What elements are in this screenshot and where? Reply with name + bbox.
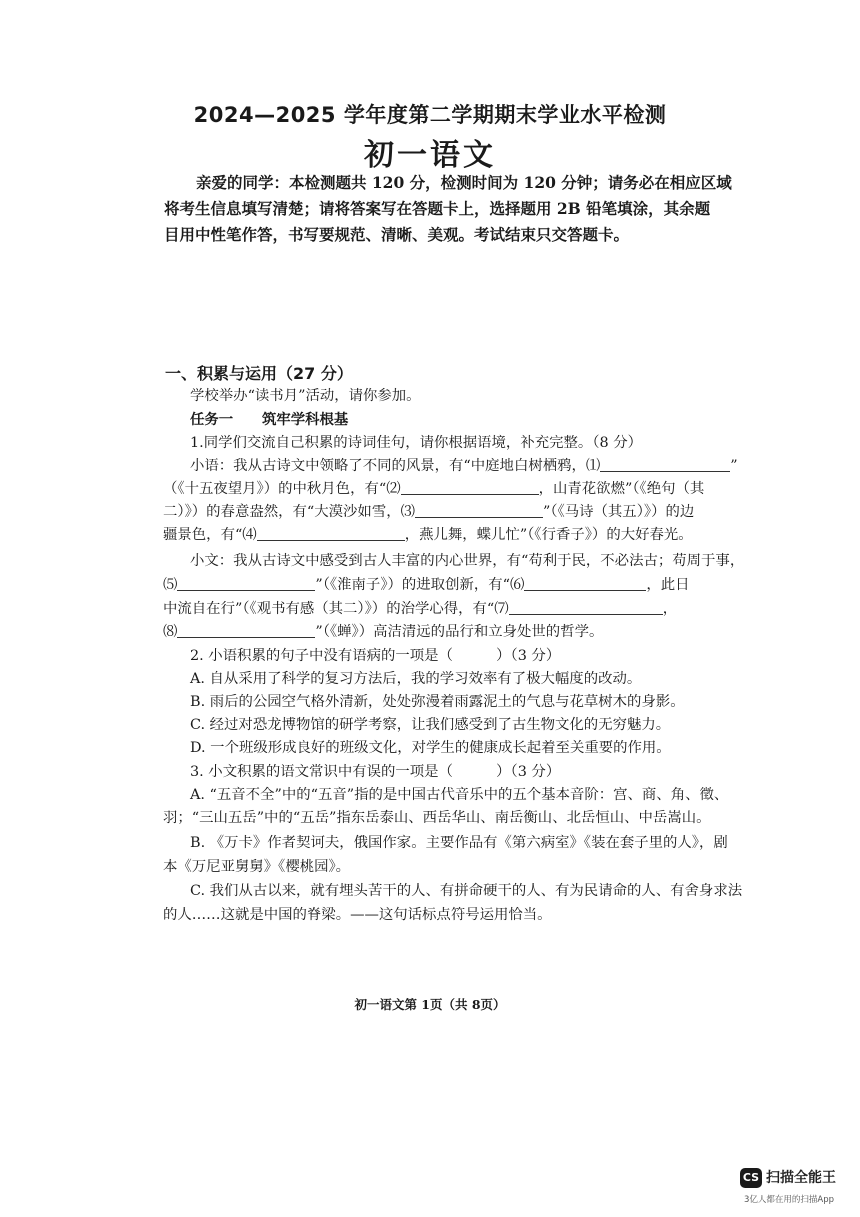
- answer-blank-2[interactable]: [401, 479, 539, 495]
- question-3-option-a-line-2: 羽；“三山五岳”中的“五岳”指东岳泰山、西岳华山、南岳衡山、北岳恒山、中岳嵩山。: [163, 810, 711, 826]
- instructions-line-2: 将考生信息填写清楚；请将答案写在答题卡上，选择题用 2B 铅笔填涂，其余题: [164, 199, 711, 218]
- exam-title: 2024—2025 学年度第二学期期末学业水平检测: [193, 103, 667, 127]
- exam-instructions: [164, 170, 740, 248]
- answer-blank-6[interactable]: [524, 575, 646, 591]
- question-3-stem: 3. 小文积累的语文常识中有误的一项是（ ）（3 分）: [190, 764, 561, 780]
- question-3-option-a-line-1: A. “五音不全”中的“五音”指的是中国古代音乐中的五个基本音阶：宫、商、角、徵、: [190, 787, 729, 803]
- q1-text: 疆景色，有“⑷: [163, 527, 257, 543]
- question-3-option-c-line-2: 的人……这就是中国的脊梁。——这句话标点符号运用恰当。: [163, 907, 552, 923]
- question-2-option-c: C. 经过对恐龙博物馆的研学考察，让我们感受到了古生物文化的无穷魅力。: [190, 717, 671, 733]
- q1-text: ”（《蝉》）高洁清远的品行和立身处世的哲学。: [315, 624, 604, 640]
- question-1-line-8: [163, 622, 603, 642]
- answer-blank-5[interactable]: [177, 575, 315, 591]
- activity-intro: 学校举办“读书月”活动，请你参加。: [190, 388, 421, 404]
- camscanner-logo-icon: CS: [740, 1168, 762, 1188]
- question-2-stem: 2. 小语积累的句子中没有语病的一项是（ ）（3 分）: [190, 648, 561, 664]
- instructions-line-1: 亲爱的同学：本检测题共 120 分，检测时间为 120 分钟；请务必在相应区域: [196, 173, 732, 192]
- question-3-option-b-line-2: 本《万尼亚舅舅》《樱桃园》。: [163, 859, 351, 875]
- watermark-tagline: 3亿人都在用的扫描App: [744, 1195, 835, 1205]
- q1-text: ，山青花欲燃”（《绝句（其: [538, 481, 705, 497]
- q1-text: 小语：我从古诗文中领略了不同的风景，有“中庭地白树栖鸦，⑴: [190, 458, 601, 474]
- question-2-option-a: A. 自从采用了科学的复习方法后，我的学习效率有了极大幅度的改动。: [190, 671, 642, 687]
- q1-text: ”: [730, 458, 738, 474]
- answer-blank-1[interactable]: [600, 456, 730, 472]
- answer-blank-3[interactable]: [415, 502, 543, 518]
- question-1-line-1: [190, 456, 738, 476]
- q1-text: ⑻: [163, 624, 178, 640]
- answer-blank-4[interactable]: [257, 525, 405, 541]
- question-1-line-4: [163, 525, 693, 545]
- question-1-line-3: [163, 502, 694, 522]
- answer-blank-8[interactable]: [177, 622, 315, 638]
- task-heading: 任务一 筑牢学科根基: [190, 411, 349, 428]
- question-1-stem: 1.同学们交流自己积累的诗词佳句，请你根据语境，补充完整。（8 分）: [190, 435, 642, 451]
- q1-text: 二）》）的春意盎然，有“大漠沙如雪，⑶: [163, 504, 415, 520]
- q1-text: （《十五夜望月》）的中秋月色，有“⑵: [163, 481, 401, 497]
- instructions-line-3: 目用中性笔作答，书写要规范、清晰、美观。考试结束只交答题卡。: [164, 225, 630, 244]
- question-1-line-2: [163, 479, 704, 499]
- watermark-name: 扫描全能王: [766, 1170, 836, 1186]
- q1-text: ”（《马诗（其五）》）的边: [543, 504, 695, 520]
- question-1-line-6: [163, 575, 690, 595]
- page-footer: 初一语文第 1页（共 8页）: [354, 997, 506, 1012]
- q1-text: ⑸: [163, 577, 178, 593]
- section-heading: 一、积累与运用（27 分）: [165, 364, 353, 383]
- question-2-option-d: D. 一个班级形成良好的班级文化，对学生的健康成长起着至关重要的作用。: [190, 740, 671, 756]
- question-2-option-b: B. 雨后的公园空气格外清新，处处弥漫着雨露泥土的气息与花草树木的身影。: [190, 694, 685, 710]
- q1-text: ”（《淮南子》）的进取创新，有“⑹: [315, 577, 525, 593]
- question-1-line-7: [163, 599, 677, 619]
- q1-text: ，: [662, 601, 678, 617]
- answer-blank-7[interactable]: [509, 599, 663, 615]
- question-3-option-c-line-1: C. 我们从古以来，就有埋头苦干的人、有拼命硬干的人、有为民请命的人、有舍身求法: [190, 883, 743, 899]
- q1-text: 中流自在行”（《观书有感（其二）》）的治学心得，有“⑺: [163, 601, 509, 617]
- question-3-option-b-line-1: B. 《万卡》作者契诃夫，俄国作家。主要作品有《第六病室》《装在套子里的人》，剧: [190, 835, 728, 851]
- exam-subject: 初一语文: [364, 138, 496, 173]
- question-1-line-5: 小文：我从古诗文中感受到古人丰富的内心世界，有“苟利于民，不必法古；苟周于事，: [190, 553, 745, 569]
- q1-text: ，此日: [646, 577, 690, 593]
- q1-text: ，燕儿舞，蝶儿忙”（《行香子》）的大好春光。: [404, 527, 693, 543]
